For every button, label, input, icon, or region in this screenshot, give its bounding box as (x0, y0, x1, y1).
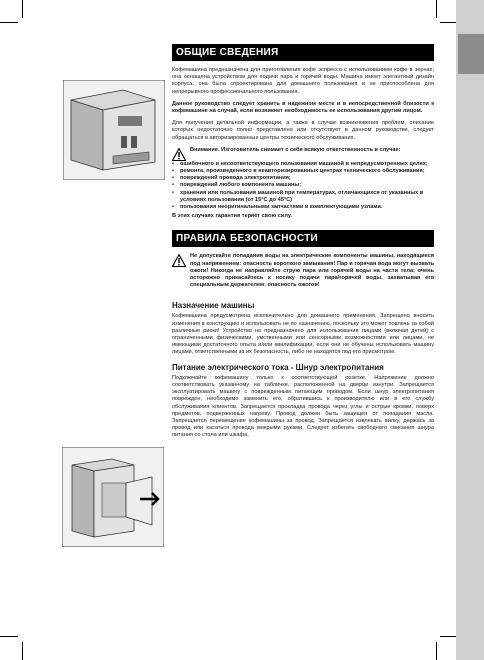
liability-list (172, 161, 434, 211)
list-item: • повреждений провода электропитания; (172, 175, 434, 182)
safety-warning (172, 253, 434, 289)
list-item: • ремонта, произведенного в неавторизированных центрах технического обслуживания; (172, 168, 434, 175)
list-item: • пользования неоригинальными запчастями и комплектующими узлами. (172, 204, 434, 211)
crop-mark (22, 642, 23, 660)
crop-mark (440, 22, 456, 23)
crop-mark (440, 636, 456, 637)
purpose-paragraph: Кофемашина предусмотрена исключительно для домашнего применения. Запрещено вносить изменения в конструкцию и использовать не по назначению, поскольку это может повлечь за собой различные риски! Устройство не предназначено для использования лицами (включая детей) с ограниченными физическими, умственными или сенсорными возможностями или лицами, не имеющими достаточного опыта и/или квалификации, если они не обучены использовать машину лицами, ответственными за их безопасность, либо не находятся под его присмотром. (172, 313, 434, 356)
list-item: • хранения или пользования машиной при температурах, отличающихся от указанных в условиях пользования (от 15°C до 45°C) (172, 190, 434, 204)
list-item: • повреждений любого компонента машины; (172, 182, 434, 189)
warning-intro: Внимание. Изготовитель снимает с себя всякую ответственность в случае: (190, 146, 401, 153)
crop-mark (436, 0, 437, 18)
main-content (172, 44, 434, 445)
section-heading-general: ОБЩИЕ СВЕДЕНИЯ (172, 44, 434, 61)
liability-warning (172, 147, 434, 161)
keep-manual-paragraph: Данное руководство следует хранить в надежном месте и в непосредственной близости к кофемашине на случай, если возникнет необходимость ее использования другим лицом. (172, 100, 434, 115)
coffee-machine-open-door-illustration (62, 447, 164, 547)
crop-mark (22, 0, 23, 18)
crop-mark (0, 636, 18, 637)
warning-triangle-icon (172, 148, 186, 161)
section-heading-safety: ПРАВИЛА БЕЗОПАСНОСТИ (172, 230, 434, 247)
crop-mark (436, 642, 437, 660)
service-paragraph: Для получения детальной информации, а также в случае возникновения проблем, описание которых недостаточно полно представлено или отсутствует в данном руководстве, следует обращаться в авторизированные центры технического обслуживания. (172, 120, 434, 141)
warranty-note: В этих случаях гарантия теряет свою силу. (172, 213, 292, 220)
subheading-purpose: Назначение машины (172, 301, 255, 311)
page-edge-strip (456, 0, 484, 660)
coffee-machine-illustration (63, 80, 165, 180)
power-paragraph: Подключайте кофемашину только к соответствующей розетке. Напряжение должно соответствовать указанному на табличке, расположенной на дверце изнутри. Запрещается эксплуатировать машину с поврежденным питающим проводом. Если шнур электропитания поврежден, необходимо заменить его, обратившись к производителю или в его службу обслуживания клиентов. Запрещается прокладка провода через углы и острые кромки, поверх предметов, подверженных нагреву. Провод должен быть защищен от попадания масла. Запрещается перемещение кофемашины за провод. Запрещается извлекать вилку, держась за провод или касаться провода мокрыми руками. Следует избегать свободного свисания шнура питания со стола или шкафа. (172, 374, 434, 439)
crop-mark (0, 22, 18, 23)
intro-paragraph: Кофемашина предназначена для приготовления кофе эспрессо с использованием кофе в зернах; она оснащена устройством для подачи пара и горячей воды. Машина имеет элегантный дизайн корпуса, она была спроектирована для домашнего пользования и не приспособлена для непрерывного профессионального пользования. (172, 67, 434, 95)
list-item: • ошибочного и несоответствующего пользования машиной в непредусмотренных целях; (172, 161, 434, 168)
warning-triangle-icon (172, 254, 186, 267)
subheading-power: Питание электрического тока - Шнур электропитания (172, 362, 384, 372)
section-tab (458, 34, 484, 74)
safety-warning-text: Не допускайте попадания воды на электрические компоненты машины, находящиеся под напряжением: опасность короткого замыкания! Пар и горячая вода могут вызвать ожоги! Никогда не направляйте струю пара или горячей воды на части тела; очень осторожно прикасайтесь к носику подачи пара/горячей воды, захватывая его специальным держателем: опасность ожогов! (190, 253, 434, 289)
